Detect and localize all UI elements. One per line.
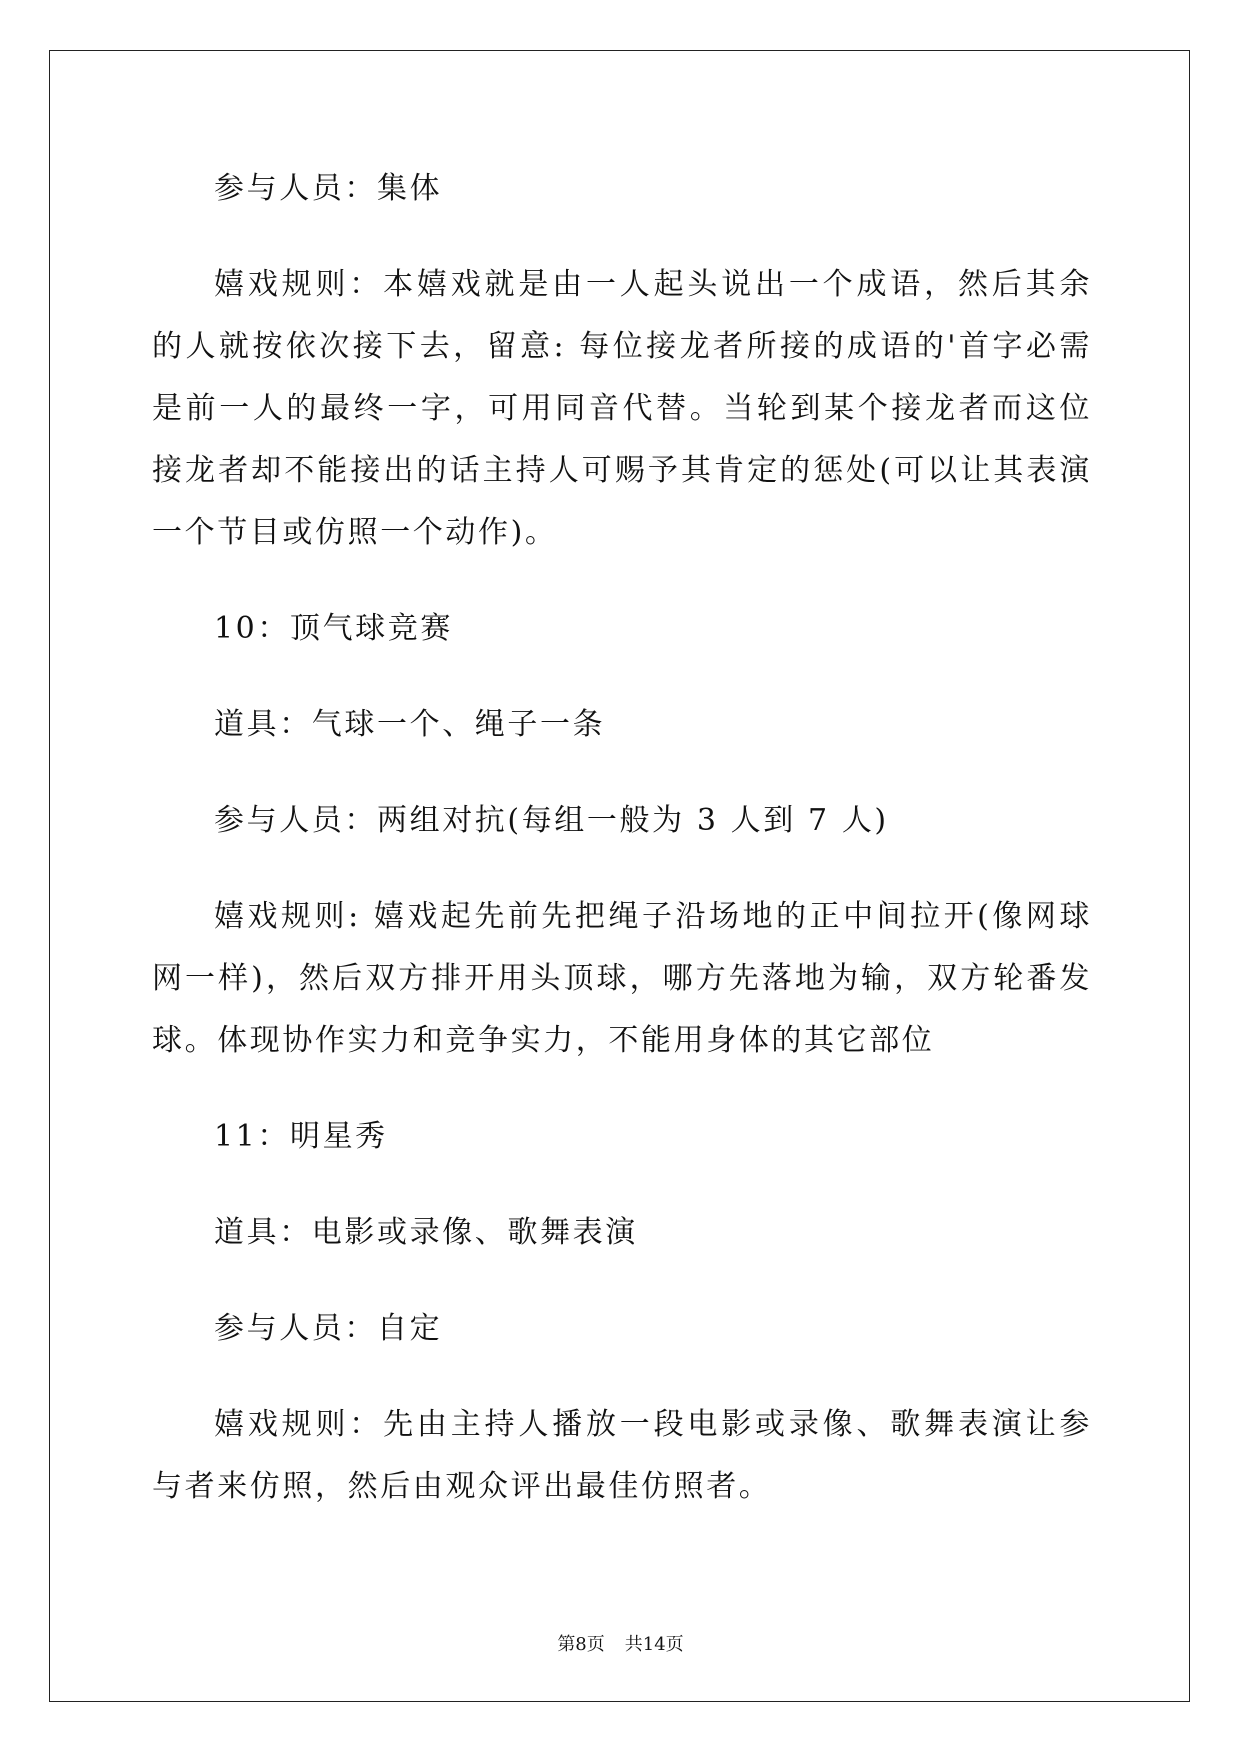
- page-number: 第8页: [557, 1634, 605, 1655]
- paragraph-balloon-rules: 嬉戏规则: 嬉戏起先前先把绳子沿场地的正中间拉开(像网球网一样)，然后双方排开用头顶球，哪方先落地为输，双方轮番发球。体现协作实力和竞争实力，不能用身体的其它部位: [152, 899, 1092, 1058]
- paragraph-idiom-rules: 嬉戏规则：本嬉戏就是由一人起头说出一个成语，然后其余的人就按依次接下去，留意: 每位接龙者所接的成语的'首字必需是前一人的最终一字，可用同音代替。当轮到某个接龙者而这位接龙者却不能接出的话主持人可赐予其肯定的惩处(可以让其表演一个节目或仿照一个动作)。: [152, 267, 1092, 550]
- document-body: [152, 158, 1092, 1518]
- paragraph-star-participants: 参与人员：自定: [214, 1311, 443, 1346]
- paragraph-star-props: 道具：电影或录像、歌舞表演: [214, 1215, 638, 1250]
- paragraph-star-rules: 嬉戏规则：先由主持人播放一段电影或录像、歌舞表演让参与者来仿照，然后由观众评出最佳仿照者。: [152, 1407, 1092, 1504]
- heading-star-show: 11：明星秀: [214, 1119, 388, 1154]
- page-total: 共14页: [624, 1634, 684, 1655]
- page-footer: [0, 1630, 1241, 1656]
- heading-balloon-game: 10：顶气球竞赛: [214, 611, 453, 646]
- paragraph-balloon-participants: 参与人员：两组对抗(每组一般为 3 人到 7 人): [214, 803, 889, 838]
- paragraph-balloon-props: 道具：气球一个、绳子一条: [214, 707, 606, 742]
- paragraph-participants-group: 参与人员：集体: [214, 171, 443, 206]
